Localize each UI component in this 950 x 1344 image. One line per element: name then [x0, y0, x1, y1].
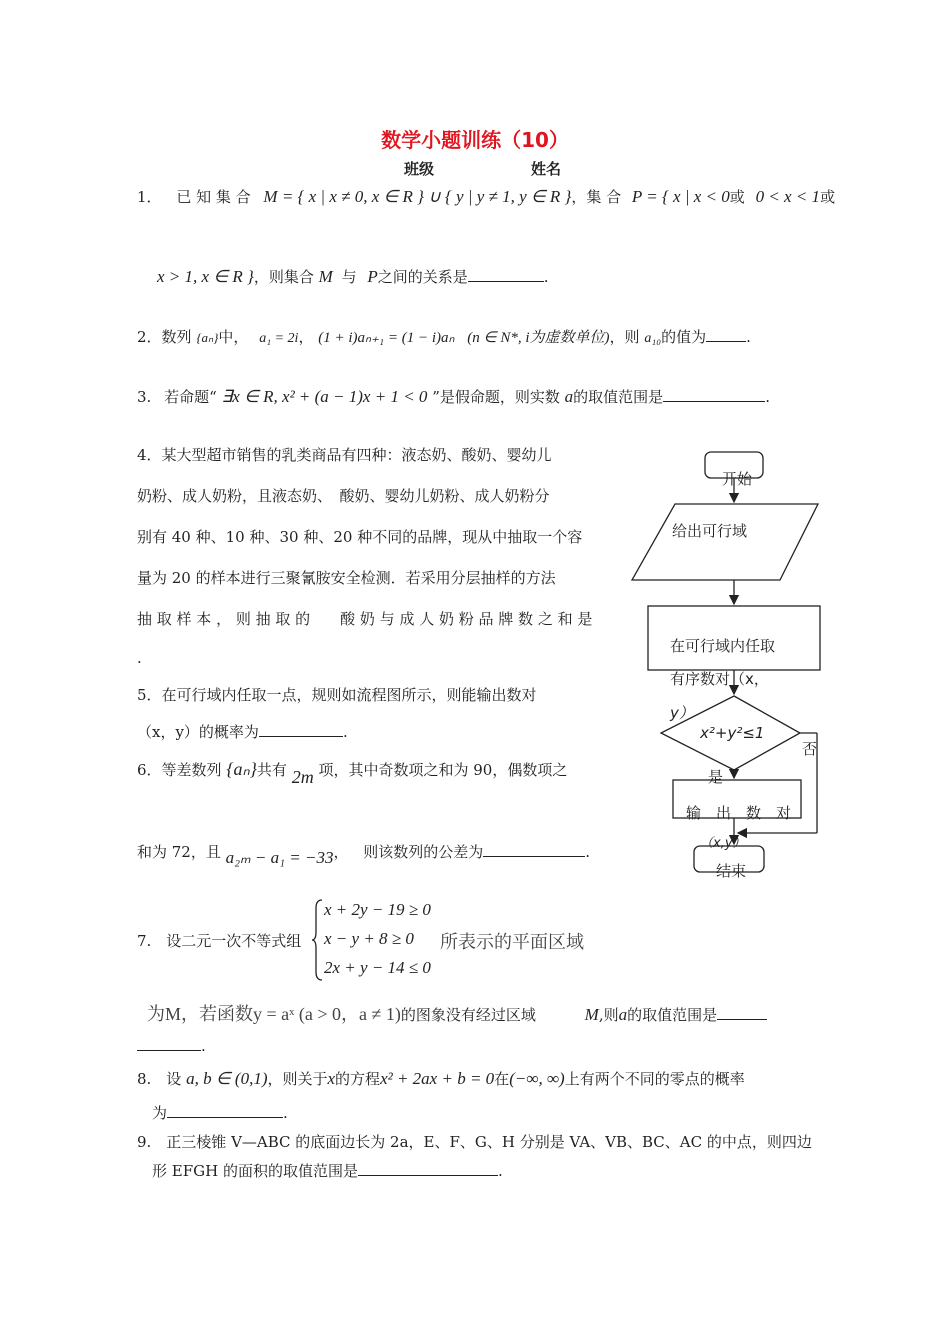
q7-var-a: a	[618, 1005, 628, 1024]
q1-text-2: ，集 合	[571, 188, 622, 206]
q7-var-m: M	[584, 1005, 599, 1024]
q5-line-2	[137, 721, 348, 742]
name-label: 姓名	[531, 160, 562, 178]
q8-text-2: ，则关于	[267, 1070, 328, 1088]
class-label: 班级	[404, 160, 435, 178]
q7-text-2: 所表示的平面区域	[440, 932, 584, 953]
q5-text: （x，y）的概率为	[137, 723, 259, 741]
q8-end: .	[283, 1104, 288, 1122]
q6-end: .	[585, 843, 591, 861]
q7-inequality-1: x + 2y − 19 ≥ 0	[324, 900, 431, 919]
q9-text: 形 EFGH 的面积的取值范围是	[152, 1162, 358, 1180]
q7-inequality-3: 2x + y − 14 ≤ 0	[324, 958, 431, 977]
q8-text-6: 为	[152, 1104, 168, 1122]
q4-line-4: 量为 20 的样本进行三聚氰胺安全检测．若采用分层抽样的方法	[137, 569, 556, 587]
q7-text-3: 为M，若函数y = aˣ (a > 0，a ≠ 1)	[147, 1004, 401, 1024]
flowchart-output-label: 输 出 数 对	[686, 804, 792, 822]
q7-end: .	[201, 1037, 206, 1055]
question-1-line-2	[157, 266, 549, 287]
q5-line-1: 5．在可行域内任取一点，规则如流程图所示，则能输出数对	[137, 686, 537, 704]
q8-text-1: 8. 设	[137, 1070, 182, 1088]
q2-number: 2．	[137, 328, 162, 346]
page-title: 数学小题训练（10）	[381, 128, 569, 152]
q7-lead: 7. 设二元一次不等式组	[137, 932, 302, 950]
q2-text-4: 的值为	[661, 328, 707, 346]
q1-var-p: P	[367, 267, 378, 286]
q2-recurrence: (1 + i)aₙ₊₁ = (1 − i)aₙ	[318, 330, 455, 346]
q8-text-4: 在	[494, 1070, 510, 1088]
q8-interval: (−∞, ∞)	[509, 1069, 565, 1088]
q8-var-x: x	[327, 1069, 336, 1088]
q3-answer-blank[interactable]	[663, 387, 765, 402]
flowchart-input-label: 给出可行域	[672, 522, 748, 540]
q6-line-1	[137, 759, 568, 787]
q2-a10: a₁₀	[644, 331, 662, 346]
q3-end: .	[765, 388, 770, 406]
q8-vars: a, b ∈ (0,1)	[186, 1069, 268, 1088]
q1-text-3: ，则集合	[253, 268, 314, 286]
q1-var-m: M	[318, 267, 333, 286]
q6-comma: ，	[333, 843, 349, 861]
q8-text-5: 上有两个不同的零点的概率	[564, 1070, 745, 1088]
q2-text-2: 中，	[218, 328, 249, 346]
flowchart-process-label-2: 有序数对（x，	[670, 670, 769, 688]
flowchart-no-label: 否	[802, 740, 818, 758]
q7-line-3	[137, 1036, 206, 1055]
q2-condition: (n ∈ N*, i为虚数单位)	[467, 330, 610, 346]
q1-text-1: 已 知 集 合	[176, 188, 251, 206]
q6-answer-blank[interactable]	[483, 842, 585, 857]
question-2	[137, 326, 751, 347]
q4-line-1: 4．某大型超市销售的乳类商品有四种：液态奶、酸奶、婴幼儿	[137, 446, 552, 464]
q3-number: 3.	[137, 388, 152, 406]
q3-text-2: ”是假命题，则实数	[432, 388, 560, 406]
q9-line-1: 9. 正三棱锥 V—ABC 的底面边长为 2a，E、F、G、H 分别是 VA、VB、BC、AC 的中点，则四边	[137, 1133, 812, 1151]
flowchart-process-label-3: y）	[670, 704, 694, 722]
q7-inequality-2: x − y + 8 ≥ 0	[324, 929, 414, 948]
q3-var: a	[564, 387, 574, 406]
q4-line-3: 别有 40 种、10 种、30 种、20 种不同的品牌，现从中抽取一个容	[137, 528, 583, 546]
q6-text-3: 项，其中奇数项之和为 90，偶数项之	[318, 761, 568, 779]
q8-line-1	[137, 1068, 745, 1089]
q6-text-5: 则该数列的公差为	[363, 843, 484, 861]
q6-line-2	[137, 841, 591, 867]
q1-set-m: M = { x | x ≠ 0, x ∈ R } ∪ { y | y ≠ 1, y ∈ R }	[263, 187, 572, 206]
q3-text-1: 若命题“	[164, 388, 217, 406]
q6-terms: 2m	[291, 767, 314, 787]
q2-text-1: 数列	[161, 328, 192, 346]
q2-end: .	[746, 328, 751, 346]
q1-set-p-cont: x > 1, x ∈ R }	[157, 267, 254, 286]
q4-line-6: .	[137, 649, 142, 667]
q2-answer-blank[interactable]	[706, 327, 746, 342]
q8-text-3: 的方程	[335, 1070, 381, 1088]
q7-brace	[312, 898, 324, 982]
q2-text-3: ，则	[609, 328, 640, 346]
q5-answer-blank[interactable]	[259, 722, 343, 737]
q7-text-5: ,则	[598, 1006, 619, 1024]
q6-condition: a₂ₘ − a₁ = −33	[225, 848, 334, 867]
q1-text-4: 与	[341, 268, 357, 286]
q1-or-2: 或	[820, 188, 836, 206]
q6-text-1: 6．等差数列	[137, 761, 222, 779]
q7-text-6: 的取值范围是	[627, 1006, 718, 1024]
q1-answer-blank[interactable]	[468, 267, 544, 282]
flowchart-start-label: 开始	[722, 470, 753, 488]
q1-range: 0 < x < 1	[755, 187, 821, 206]
q8-answer-blank[interactable]	[167, 1103, 283, 1118]
q7-line-2	[147, 1000, 767, 1026]
q1-number: 1．	[137, 188, 162, 206]
q2-comma: ，	[298, 328, 314, 346]
q8-line-2	[152, 1102, 288, 1123]
q2-a1: a₁ = 2i	[259, 331, 299, 346]
q1-set-p: P = { x | x < 0	[631, 187, 730, 206]
q4-line-2: 奶粉、成人奶粉，且液态奶、 酸奶、婴幼儿奶粉、成人奶粉分	[137, 487, 550, 505]
q2-seq: {aₙ}	[196, 330, 219, 345]
q9-end: .	[497, 1162, 503, 1180]
q9-answer-blank[interactable]	[358, 1161, 498, 1176]
q1-end: .	[543, 268, 549, 286]
question-1-line-1	[137, 186, 835, 207]
q4-line-5: 抽 取 样 本 ， 则 抽 取 的 酸 奶 与 成 人 奶 粉 品 牌 数 之 和 是	[137, 610, 593, 628]
question-3	[137, 386, 770, 407]
q1-text-5: 之间的关系是	[377, 268, 468, 286]
q6-text-4: 和为 72，且	[137, 843, 221, 861]
q7-text-4: 的图象没有经过区域	[400, 1006, 536, 1024]
q6-text-2: 共有	[256, 761, 287, 779]
q9-line-2	[152, 1160, 503, 1181]
q3-expression: ∃x ∈ R, x² + (a − 1)x + 1 < 0	[221, 387, 428, 406]
q6-seq: {aₙ}	[226, 759, 257, 779]
flowchart-input-box	[632, 504, 818, 580]
q8-equation: x² + 2ax + b = 0	[380, 1069, 495, 1088]
q3-text-3: 的取值范围是	[573, 388, 664, 406]
q7-answer-blank-2[interactable]	[137, 1036, 201, 1051]
flowchart-decision-label: x²+y²≤1	[700, 724, 765, 742]
flowchart-process-label-1: 在可行域内任取	[670, 637, 776, 655]
flowchart-output-label-2: （x,y）	[700, 836, 746, 851]
q1-or-1: 或	[729, 188, 745, 206]
q7-answer-blank-1[interactable]	[717, 1005, 767, 1020]
flowchart-yes-label: 是	[708, 768, 724, 786]
flowchart-end-label: 结束	[716, 862, 747, 880]
q5-end: .	[342, 723, 348, 741]
